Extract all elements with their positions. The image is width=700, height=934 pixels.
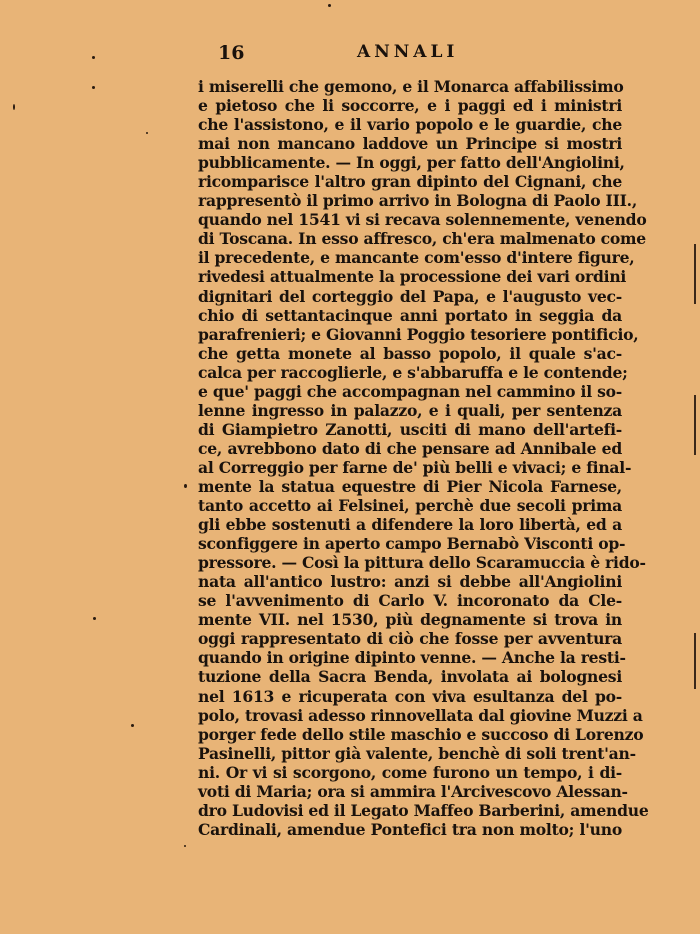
page-header (218, 42, 470, 66)
scan-speck (184, 484, 187, 488)
text-line: parafrenieri; e Giovanni Poggio tesoriere pontificio, (198, 324, 639, 344)
text-line: ce, avrebbono dato di che pensare ad Annibale ed (198, 438, 622, 458)
edge-shadow (694, 633, 696, 689)
text-line: nel 1613 e ricuperata con viva esultanza del po- (198, 686, 622, 706)
text-line: dro Ludovisi ed il Legato Maffeo Barberini, amendue (198, 800, 649, 820)
text-line: i miserelli che gemono, e il Monarca affabilissimo (198, 77, 624, 96)
text-line: Cardinali, amendue Pontefici tra non molto; l'uno (198, 819, 622, 839)
scan-speck (13, 104, 15, 110)
text-line: tanto accetto ai Felsinei, perchè due secoli prima (198, 496, 622, 516)
running-title: ANNALI (357, 42, 459, 62)
text-line: quando nel 1541 vi si recava solennemente, venendo (198, 210, 647, 230)
edge-shadow (694, 244, 696, 304)
text-line: se l'avvenimento di Carlo V. incoronato da Cle- (198, 591, 622, 611)
text-line: Pasinelli, pittor già valente, benchè di soli trent'an- (198, 743, 636, 763)
text-line: che l'assistono, e il vario popolo e le guardie, che (198, 115, 622, 135)
text-line: ni. Or vi si scorgono, come furono un tempo, i di- (198, 762, 622, 782)
text-line: di Giampietro Zanotti, usciti di mano dell'artefi- (198, 419, 622, 439)
text-line: e pietoso che li soccorre, e i paggi ed i ministri (198, 96, 622, 116)
text-line: quando in origine dipinto venne. — Anche la resti- (198, 648, 626, 668)
text-line: che getta monete al basso popolo, il quale s'ac- (198, 343, 622, 363)
scan-speck (92, 86, 95, 89)
text-line: oggi rappresentato di ciò che fosse per avventura (198, 629, 622, 649)
text-line: rivedesi attualmente la processione dei vari ordini (198, 267, 627, 287)
text-line: rappresentò il primo arrivo in Bologna di Paolo III., (198, 191, 638, 211)
text-line: mente la statua equestre di Pier Nicola Farnese, (198, 476, 622, 496)
text-line: voti di Maria; ora si ammira l'Arcivescovo Alessan- (198, 781, 628, 801)
scan-speck (328, 4, 331, 7)
text-line: nata all'antico lustro: anzi si debbe all'Angiolini (198, 572, 622, 592)
scan-speck (93, 617, 96, 620)
text-line: gli ebbe sostenuti a difendere la loro libertà, ed a (198, 515, 622, 535)
body-text (198, 77, 649, 839)
text-line: dignitari del corteggio del Papa, e l'augusto vec- (198, 286, 622, 306)
scan-speck (146, 132, 148, 134)
text-line: mente VII. nel 1530, più degnamente si trova in (198, 610, 622, 630)
text-line: calca per raccoglierle, e s'abbaruffa e le contende; (198, 362, 628, 382)
text-line: sconfiggere in aperto campo Bernabò Visconti op- (198, 534, 626, 554)
text-line: mai non mancano laddove un Principe si mostri (198, 134, 622, 154)
text-line: lenne ingresso in palazzo, e i quali, per sentenza (198, 400, 622, 420)
text-line: di Toscana. In esso affresco, ch'era malmenato come (198, 229, 646, 249)
text-line: al Correggio per farne de' più belli e vivaci; e final- (198, 457, 632, 477)
edge-shadow (694, 395, 696, 455)
scan-speck (131, 724, 134, 727)
text-line: ricomparisce l'altro gran dipinto del Cignani, che (198, 172, 622, 192)
text-line: pubblicamente. — In oggi, per fatto dell'Angiolini, (198, 153, 625, 173)
text-line: e que' paggi che accompagnan nel cammino il so- (198, 381, 622, 401)
text-line: porger fede dello stile maschio e succoso di Lorenzo (198, 724, 644, 744)
text-line: polo, trovasi adesso rinnovellata dal giovine Muzzi a (198, 705, 643, 725)
page-number: 16 (218, 42, 245, 64)
scan-speck (92, 56, 95, 59)
text-line: pressore. — Così la pittura dello Scaramuccia è rido- (198, 553, 646, 573)
text-line: il precedente, e mancante com'esso d'intere figure, (198, 248, 635, 268)
text-line: chio di settantacinque anni portato in seggia da (198, 305, 622, 325)
scan-speck (184, 845, 186, 847)
text-line: tuzione della Sacra Benda, involata ai bolognesi (198, 667, 622, 687)
